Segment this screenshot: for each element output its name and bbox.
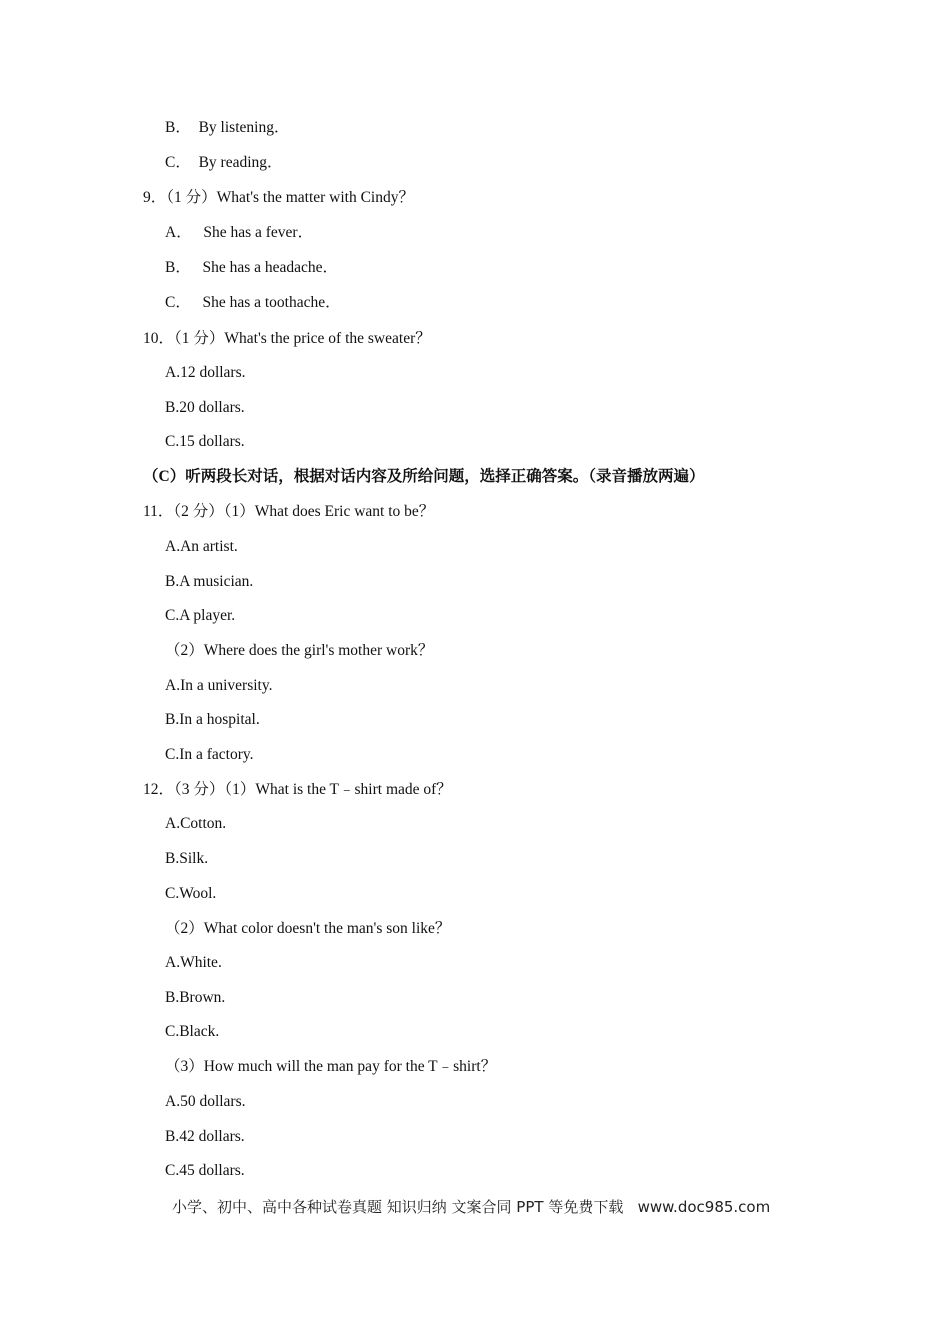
- text-line: B.20 dollars.: [165, 399, 245, 416]
- text-line: A.In a university.: [165, 677, 273, 694]
- text-line: 12．（3 分）（1）What is the T﹣shirt made of？: [143, 781, 452, 798]
- text-line: B． By listening．: [165, 119, 290, 136]
- text-line: 11．（2 分）（1）What does Eric want to be？: [143, 503, 435, 520]
- text-line: 9．（1 分）What's the matter with Cindy？: [143, 189, 414, 206]
- text-line: A． She has a fever．: [165, 224, 314, 241]
- text-line: B． She has a headache．: [165, 259, 339, 276]
- text-line: A.White.: [165, 954, 222, 971]
- text-line: （3）How much will the man pay for the T﹣shirt？: [165, 1058, 497, 1075]
- text-line: C.45 dollars.: [165, 1162, 245, 1179]
- text-line: C.Black.: [165, 1023, 220, 1040]
- text-line: C.Wool.: [165, 885, 217, 902]
- text-line: C.A player.: [165, 607, 236, 624]
- text-line: A.50 dollars.: [165, 1093, 246, 1110]
- text-line: B.42 dollars.: [165, 1128, 245, 1145]
- text-line: B.Silk.: [165, 850, 209, 867]
- text-line: A.12 dollars.: [165, 364, 246, 381]
- text-line: C.In a factory.: [165, 746, 254, 763]
- text-line: B.A musician.: [165, 573, 254, 590]
- text-line: B.Brown.: [165, 989, 226, 1006]
- text-line: 10．（1 分）What's the price of the sweater？: [143, 330, 431, 347]
- text-line: C． By reading．: [165, 154, 283, 171]
- footer-text: 小学、初中、高中各种试卷真题 知识归纳 文案合同 PPT 等免费下载 www.doc985.com: [172, 1198, 771, 1216]
- text-line: （2）Where does the girl's mother work？: [165, 642, 434, 659]
- section-heading: （C）听两段长对话，根据对话内容及所给问题，选择正确答案。（录音播放两遍）: [143, 468, 705, 485]
- text-line: A.Cotton.: [165, 815, 227, 832]
- text-line: C． She has a toothache．: [165, 294, 341, 311]
- text-line: （2）What color doesn't the man's son like？: [165, 920, 451, 937]
- text-line: A.An artist.: [165, 538, 238, 555]
- text-line: C.15 dollars.: [165, 433, 245, 450]
- text-line: B.In a hospital.: [165, 711, 260, 728]
